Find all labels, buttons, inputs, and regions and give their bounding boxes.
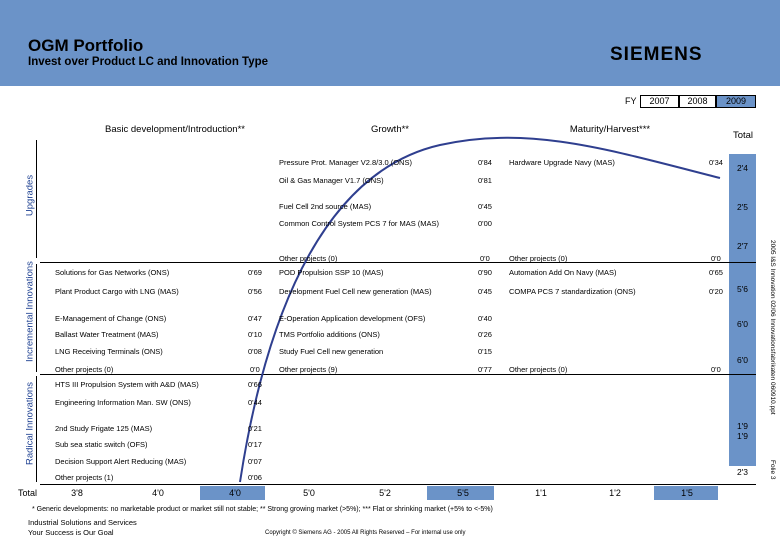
section-label-radical: Radical Innovations (24, 382, 36, 465)
radical-3-label: Sub sea static switch (OFS) (55, 440, 148, 449)
incremental-growth-3-value: 0'26 (478, 330, 492, 339)
incremental-growth-2-value: 0'40 (478, 314, 492, 323)
upgrade-pressure-label: Pressure Prot. Manager V2.8/3.0 (ONS) (279, 158, 412, 167)
incremental-growth-1-value: 0'45 (478, 287, 492, 296)
radical-5-value: 0'06 (248, 473, 262, 482)
division-name: Industrial Solutions and Services (28, 518, 137, 527)
incremental-growth-3-label: TMS Portfolio additions (ONS) (279, 330, 380, 339)
incremental-growth-4-value: 0'15 (478, 347, 492, 356)
incremental-growth-2-label: E-Operation Application development (OFS) (279, 314, 426, 323)
radical-2-value: 0'21 (248, 424, 262, 433)
upgrade-control-label: Common Control System PCS 7 for MAS (MAS) (279, 219, 440, 228)
incremental-basic-5-label: Other projects (0) (55, 365, 114, 374)
fy-label: FY (625, 96, 637, 106)
upgrade-pressure-value: 0'84 (478, 158, 492, 167)
incremental-basic-0-value: 0'69 (248, 268, 262, 277)
total-row-label: Total (18, 488, 38, 498)
upgrades-total-2009: 2'7 (736, 241, 749, 251)
upgrade-hardware-value: 0'34 (709, 158, 723, 167)
lifecycle-curve-path (240, 138, 720, 482)
incremental-maturity-0-label: Automation Add On Navy (MAS) (509, 268, 617, 277)
radical-0-label: HTS III Propulsion System with A&D (MAS) (55, 380, 199, 389)
bottom-total-maturity-2007: 1'1 (535, 488, 547, 498)
incremental-basic-5-value: 0'0 (250, 365, 260, 374)
incremental-basic-3-value: 0'10 (248, 330, 262, 339)
bottom-total-maturity-2008: 1'2 (609, 488, 621, 498)
radical-4-value: 0'07 (248, 457, 262, 466)
siemens-logo: SIEMENS (610, 44, 703, 65)
side-line-incremental (36, 264, 37, 372)
upgrade-fuelcell-value: 0'45 (478, 202, 492, 211)
incremental-growth-0-value: 0'90 (478, 268, 492, 277)
incremental-maturity-1-value: 0'20 (709, 287, 723, 296)
upgrade-fuelcell-label: Fuel Cell 2nd source (MAS) (279, 202, 372, 211)
divider-radical-total (40, 484, 756, 485)
page-title: OGM Portfolio (28, 36, 144, 55)
divider-incremental-radical (40, 374, 756, 375)
incremental-basic-2-value: 0'47 (248, 314, 262, 323)
upgrade-other-growth-value: 0'0 (480, 254, 490, 263)
radical-1-label: Engineering Information Man. SW (ONS) (55, 398, 191, 407)
incremental-total-2009: 6'0 (736, 355, 749, 365)
incremental-total-2007: 5'6 (736, 284, 749, 294)
radical-total-2009: 2'3 (736, 467, 749, 477)
bottom-total-basic-2008: 4'0 (152, 488, 164, 498)
bottom-total-basic-2009: 4'0 (229, 488, 241, 498)
column-head-growth: Growth** (370, 124, 409, 135)
radical-total-2007: 1'9 (736, 421, 749, 431)
incremental-growth-0-label: POD Propulsion SSP 10 (MAS) (279, 268, 384, 277)
copyright: Copyright © Siemens AG - 2005 All Rights Reserved – For internal use only (265, 530, 466, 536)
incremental-basic-0-label: Solutions for Gas Networks (ONS) (55, 268, 170, 277)
incremental-basic-2-label: E-Management of Change (ONS) (55, 314, 167, 323)
column-head-total: Total (732, 130, 754, 141)
column-head-basic: Basic development/Introduction** (105, 124, 245, 135)
slogan: Your Success is Our Goal (28, 528, 114, 537)
upgrade-control-value: 0'00 (478, 219, 492, 228)
incremental-maturity-2-value: 0'0 (711, 365, 721, 374)
radical-4-label: Decision Support Alert Reducing (MAS) (55, 457, 187, 466)
radical-1-value: 0'44 (248, 398, 262, 407)
upgrade-other-maturity-value: 0'0 (711, 254, 721, 263)
radical-2-label: 2nd Study Frigate 125 (MAS) (55, 424, 153, 433)
radical-0-value: 0'66 (248, 380, 262, 389)
upgrade-hardware-label: Hardware Upgrade Navy (MAS) (509, 158, 615, 167)
upgrade-oilgas-value: 0'81 (478, 176, 492, 185)
total-column (729, 154, 756, 466)
radical-3-value: 0'17 (248, 440, 262, 449)
bottom-total-growth-2008: 5'2 (379, 488, 391, 498)
upgrade-other-maturity-label: Other projects (0) (509, 254, 568, 263)
radical-5-label: Other projects (1) (55, 473, 114, 482)
section-label-upgrades: Upgrades (24, 174, 36, 217)
incremental-basic-3-label: Ballast Water Treatment (MAS) (55, 330, 159, 339)
incremental-basic-1-value: 0'56 (248, 287, 262, 296)
column-head-maturity: Maturity/Harvest*** (569, 124, 651, 135)
incremental-maturity-0-value: 0'65 (709, 268, 723, 277)
side-line-upgrades (36, 140, 37, 258)
incremental-growth-4-label: Study Fuel Cell new generation (279, 347, 384, 356)
incremental-growth-5-value: 0'77 (478, 365, 492, 374)
page-subtitle: Invest over Product LC and Innovation Type (28, 56, 269, 68)
incremental-total-2008: 6'0 (736, 319, 749, 329)
incremental-maturity-2-label: Other projects (0) (509, 365, 568, 374)
bottom-total-growth-2007: 5'0 (303, 488, 315, 498)
upgrades-total-2007: 2'4 (736, 163, 749, 173)
footnote: * Generic developments: no marketable product or market still not stable; ** Strong growing market (>5%); *** Flat or shrinking market (+5% to <-5%) (32, 506, 493, 513)
incremental-basic-1-label: Plant Product Cargo with LNG (MAS) (55, 287, 179, 296)
year-2008: 2008 (679, 95, 716, 108)
side-line-radical (36, 376, 37, 482)
year-2009: 2009 (716, 95, 756, 108)
incremental-basic-4-label: LNG Receiving Terminals (ONS) (55, 347, 163, 356)
incremental-basic-4-value: 0'08 (248, 347, 262, 356)
bottom-total-maturity-2009: 1'5 (681, 488, 693, 498)
upgrade-other-growth-label: Other projects (0) (279, 254, 338, 263)
radical-total-2008: 1'9 (736, 431, 749, 441)
folio-number: Folie 3 (769, 460, 776, 480)
year-2007: 2007 (640, 95, 679, 108)
divider-upgrades-incremental (40, 262, 756, 263)
section-label-incremental: Incremental Innovations (24, 261, 36, 362)
incremental-growth-5-label: Other projects (9) (279, 365, 338, 374)
bottom-total-basic-2007: 3'8 (71, 488, 83, 498)
upgrade-oilgas-label: Oil & Gas Manager V1.7 (ONS) (279, 176, 384, 185)
upgrades-total-2008: 2'5 (736, 202, 749, 212)
bottom-total-growth-2009: 5'5 (457, 488, 469, 498)
file-name: 2005 I&S Innovation 02/06 Innovationsfabrikaten 060910.ppt (769, 240, 776, 415)
incremental-growth-1-label: Development Fuel Cell new generation (MAS) (279, 287, 432, 296)
incremental-maturity-1-label: COMPA PCS 7 standardization (ONS) (509, 287, 636, 296)
